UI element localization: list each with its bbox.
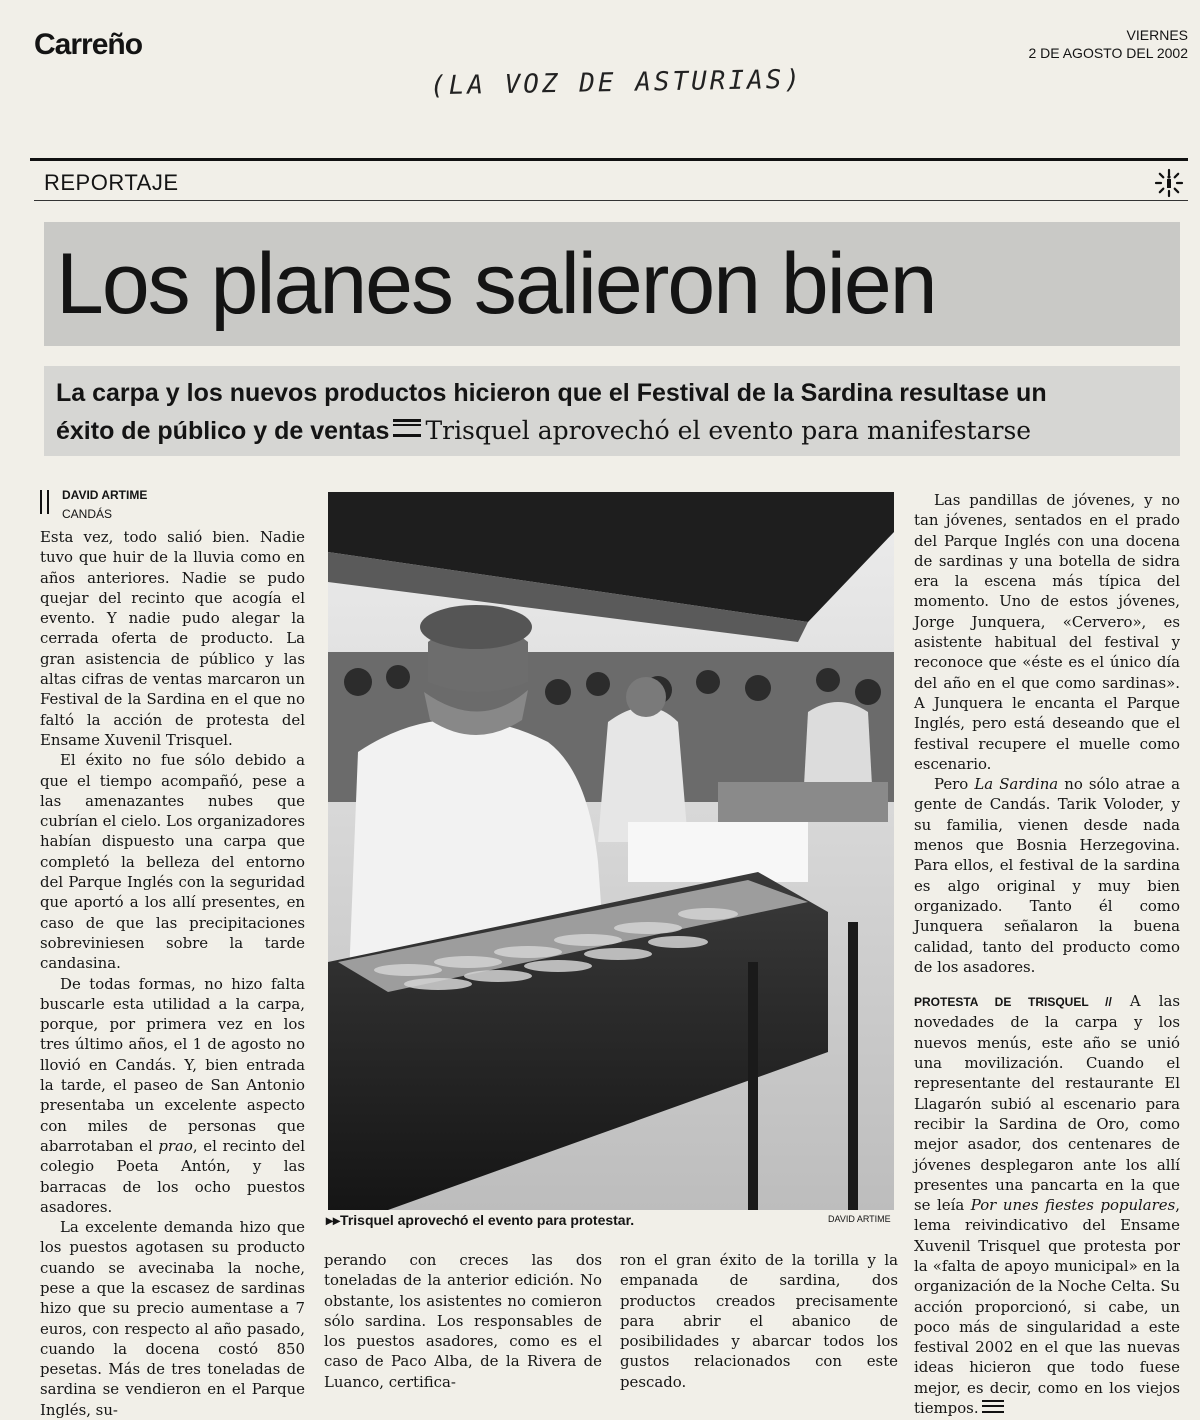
photo-credit: DAVID ARTIME	[828, 1214, 891, 1224]
text-run: Pero	[934, 775, 975, 794]
deck-line-2: éxito de público y de ventas	[56, 417, 390, 445]
weekday: VIERNES	[1126, 27, 1188, 43]
photo-caption: ▸▸Trisquel aprovechó el evento para protestar.	[326, 1212, 635, 1228]
paragraph: perando con creces las dos toneladas de la anterior edición. No obstante, los asistentes no comieron sólo sardina. Los responsables de los puestos asadores, como es el caso de Paco Alba, de la Rivera de Luanco, certifica-	[324, 1251, 602, 1391]
kicker-rule	[34, 200, 1188, 201]
kicker: REPORTAJE	[44, 170, 179, 195]
column-2	[324, 1250, 602, 1392]
text-run: , lema reivindicativo del Ensame Xuvenil Trisquel que protesta por la «falta de apoyo municipal» en la organización de la Noche Celta. Su acción proporcionó, si cabe, un poco más de singularidad a este festival 2002 en el que las nuevas ideas hicieron que todo fuese mejor, es decir, como en los viejos tiempos.	[914, 1196, 1180, 1418]
paragraph: ron el gran éxito de la torilla y la empanada de sardina, dos productos creados precisamente para abrir el abanico de posibilidades y abarcar todos los gustos relacionados con este pescado.	[620, 1251, 898, 1391]
headline: Los planes salieron bien	[56, 236, 936, 332]
section-name: Carreño	[34, 28, 143, 61]
date-block	[1028, 26, 1188, 62]
paragraph	[914, 991, 1180, 1418]
column-1	[40, 527, 305, 1420]
paragraph	[40, 974, 305, 1218]
top-rule	[30, 158, 1188, 161]
paragraph: La excelente demanda hizo que los puestos agotasen su producto cuando se avecinaba la noche, pese a que la escasez de sardinas hizo que su precio aumentase a 7 euros, con respecto al año pasado, cuando la docena costó 850 pesetas. Más de tres toneladas de sardina se vendieron en el Parque Inglés, su-	[40, 1218, 305, 1419]
byline-bar	[40, 490, 49, 514]
deck-line-1: La carpa y los nuevos productos hicieron que el Festival de la Sardina resultase un	[56, 379, 1047, 407]
text-run: De todas formas, no hizo falta buscarle esta utilidad a la carpa, porque, por primera vez en los tres último años, el 1 de agosto no llovió en Candás. Y, bien entrada la tarde, el paseo de San Antonio presentaba un excelente aspecto con miles de personas que abarrotaban el	[40, 974, 305, 1155]
handwritten-note: (LA VOZ DE ASTURIAS)	[429, 64, 804, 102]
text-run: , el recinto del colegio Poeta Antón, y las barracas de los ocho puestos asadores.	[40, 1136, 305, 1216]
paragraph: El éxito no fue sólo debido a que el tiempo acompañó, pese a las amenazantes nubes que cubrían el cielo. Los organizadores habían dispuesto una carpa que completó la belleza del entorno del Parque Inglés con la seguridad que aportó a los allí presentes, en caso de que las precipitaciones sobreviniesen sobre la tarde candasina.	[40, 751, 305, 973]
italic-run: Por unes fiestes populares	[970, 1196, 1176, 1215]
italic-run: La Sardina	[974, 775, 1059, 794]
column-4	[914, 490, 1180, 1418]
separator-mark	[393, 419, 421, 437]
publication-date: 2 DE AGOSTO DEL 2002	[1028, 45, 1188, 61]
paragraph: Las pandillas de jóvenes, y no tan jóvenes, sentados en el prado del Parque Inglés con una docena de sardinas y una botella de sidra era la escena más típica del momento. Uno de estos jóvenes, Jorge Junquera, «Cervero», es asistente habitual del festival y reconoce que «éste es el único día del año en el que como sardinas». A Junquera le encanta el Parque Inglés, pero está deseando que el festival recupere el muelle como escenario.	[914, 491, 1180, 773]
author: DAVID ARTIME	[62, 488, 148, 502]
festival-photo	[328, 492, 894, 1210]
italic-run: prao	[158, 1136, 193, 1155]
subhead: PROTESTA DE TRISQUEL //	[914, 995, 1112, 1010]
paragraph	[914, 774, 1180, 977]
text-run: A las novedades de la carpa y los nuevos menús, este año se unió una movilización. Cuando el representante del restaurante El Llagarón subió al escenario para recibir la Sardina de Oro, como mejor asador, dos centenares de jóvenes desplegaron ante los allí presentes una pancarta en la que se leía	[914, 992, 1180, 1215]
deck-secondary: Trisquel aprovechó el evento para manifestarse	[425, 416, 1032, 445]
sunburst-icon	[1154, 168, 1184, 198]
paragraph: Esta vez, todo salió bien. Nadie tuvo que huir de la lluvia como en años anteriores. Nadie se pudo quejar del recinto que acogía el evento. Y nadie pudo alegar la cerrada oferta de producto. La gran asistencia de público y las altas cifras de ventas marcaron un Festival de la Sardina en el que no faltó la acción de protesta del Ensame Xuvenil Trisquel.	[40, 528, 305, 749]
deck	[56, 374, 1166, 450]
location: CANDÁS	[62, 507, 113, 521]
text-run: no sólo atrae a gente de Candás. Tarik Voloder, y su familia, vienen desde nada menos que Bosnia Herzegovina. Para ellos, el festival de la sardina es algo original y muy bien organizado. Tanto él como Junquera señalaron la buena calidad, tanto del producto como de los asadores.	[914, 775, 1180, 976]
end-mark	[982, 1400, 1004, 1413]
column-3	[620, 1250, 898, 1392]
